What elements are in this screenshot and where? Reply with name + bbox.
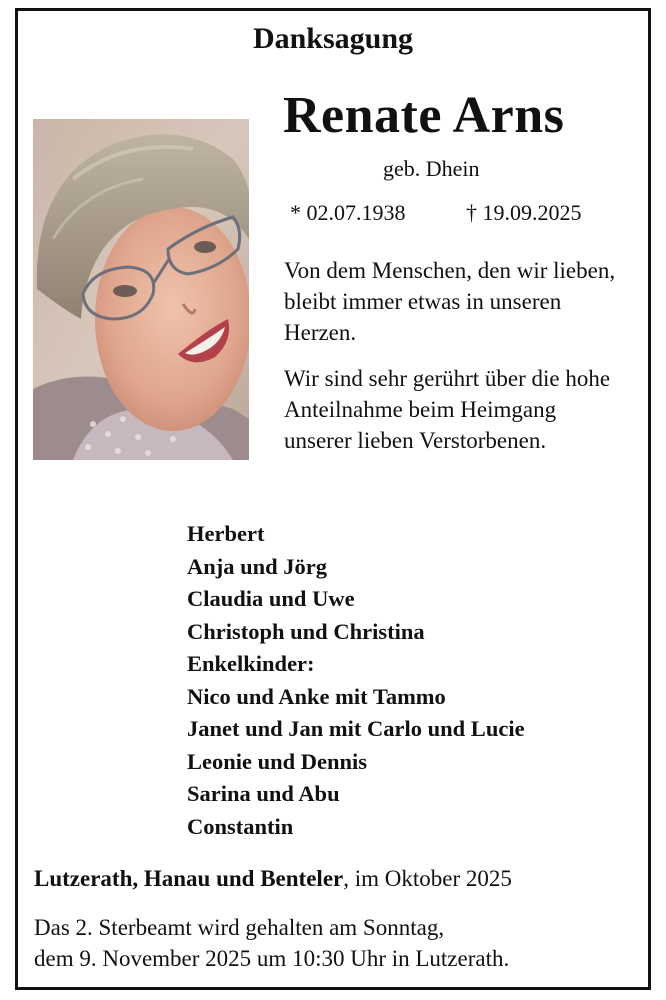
mourner-item: Nico und Anke mit Tammo (187, 683, 446, 709)
notice-heading: Danksagung (252, 22, 414, 55)
deceased-name: Renate Arns (283, 87, 565, 144)
mass-line-1: Das 2. Sterbeamt wird gehalten am Sonntag, (34, 915, 445, 940)
mourner-item: Claudia und Uwe (187, 586, 355, 611)
mourner-item: Herbert (187, 521, 265, 546)
death-date: † 19.09.2025 (466, 200, 582, 225)
mourner-item: Enkelkinder: (187, 651, 315, 676)
mourner-item: Anja und Jörg (187, 553, 328, 579)
mourners-list (187, 518, 525, 843)
date-text: , im Oktober 2025 (343, 866, 512, 891)
mourner-item: Sarina und Abu (187, 781, 340, 806)
places-text: Lutzerath, Hanau und Benteler (34, 866, 344, 891)
thanks-text: Wir sind sehr gerührt über die hohe Anteilnahme beim Heimgang unserer lieben Verstorbenen. (284, 366, 611, 453)
mourner-item: Leonie und Dennis (187, 748, 368, 774)
maiden-name: geb. Dhein (383, 156, 480, 181)
place-date-line (34, 866, 512, 892)
portrait-photo (33, 119, 249, 460)
mass-note (34, 912, 509, 974)
mourner-item: Janet und Jan mit Carlo und Lucie (187, 716, 525, 741)
quote-text: Von dem Menschen, den wir lieben, bleibt immer etwas in unseren Herzen. (284, 258, 616, 345)
mourner-item: Constantin (187, 813, 294, 839)
birth-date: * 02.07.1938 (290, 200, 406, 225)
mourner-item: Christoph und Christina (187, 618, 425, 644)
mass-line-2: dem 9. November 2025 um 10:30 Uhr in Lutzerath. (34, 946, 510, 971)
